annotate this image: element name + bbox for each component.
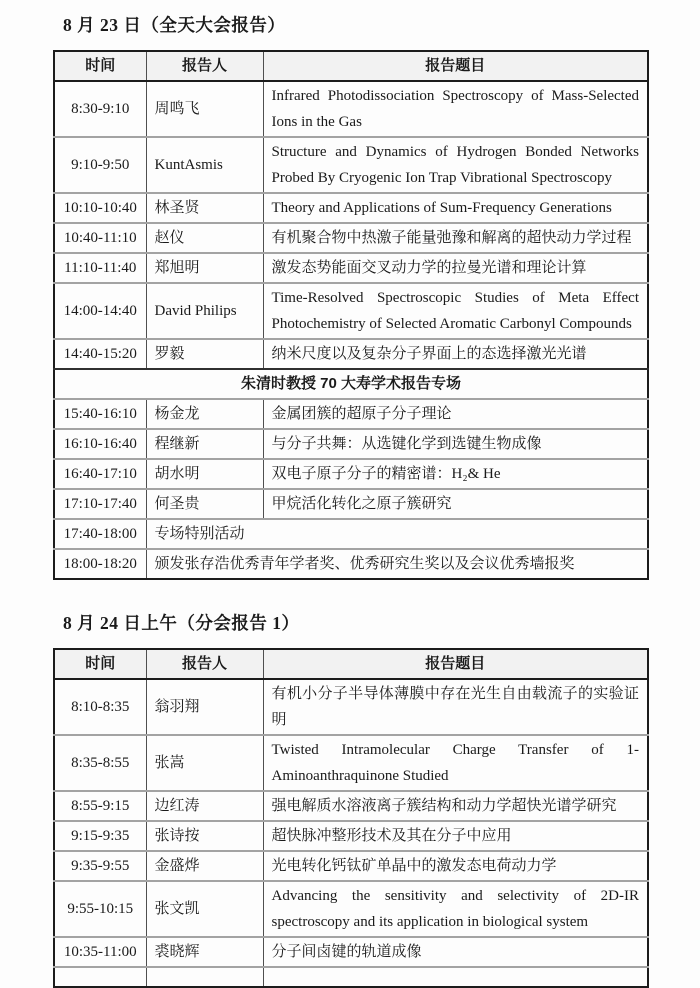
time-cell: 9:15-9:35	[54, 821, 146, 851]
topic-cell: Theory and Applications of Sum-Frequency Generations	[263, 193, 648, 223]
schedule-row	[54, 137, 648, 193]
schedule-row	[54, 193, 648, 223]
column-header-topic: 报告题目	[263, 649, 648, 679]
topic-cell: 纳米尺度以及复杂分子界面上的态选择激光光谱	[263, 339, 648, 369]
time-cell: 8:55-9:15	[54, 791, 146, 821]
speaker-cell: 翁羽翔	[146, 679, 263, 735]
schedule-row	[54, 223, 648, 253]
time-cell: 15:40-16:10	[54, 399, 146, 429]
topic-cell	[263, 967, 648, 987]
schedule-row	[54, 821, 648, 851]
column-header-time: 时间	[54, 51, 146, 81]
column-header-topic: 报告题目	[263, 51, 648, 81]
schedule-row	[54, 283, 648, 339]
time-cell: 9:55-10:15	[54, 881, 146, 937]
time-cell: 16:10-16:40	[54, 429, 146, 459]
speaker-cell: 罗毅	[146, 339, 263, 369]
topic-cell: 强电解质水溶液离子簇结构和动力学超快光谱学研究	[263, 791, 648, 821]
time-cell: 17:40-18:00	[54, 519, 146, 549]
time-cell: 8:10-8:35	[54, 679, 146, 735]
topic-cell: 专场特别活动	[146, 519, 648, 549]
schedule-row	[54, 851, 648, 881]
day2-rows	[54, 679, 648, 987]
schedule-row	[54, 881, 648, 937]
clipped-row	[54, 967, 648, 987]
speaker-cell: 金盛烨	[146, 851, 263, 881]
schedule-row	[54, 549, 648, 579]
topic-cell: Twisted Intramolecular Charge Transfer of 1-Aminoanthraquinone Studied	[263, 735, 648, 791]
topic-cell: 分子间卤键的轨道成像	[263, 937, 648, 967]
time-cell: 14:40-15:20	[54, 339, 146, 369]
speaker-cell: 程继新	[146, 429, 263, 459]
speaker-cell: 何圣贵	[146, 489, 263, 519]
column-header-speaker: 报告人	[146, 51, 263, 81]
speaker-cell	[146, 967, 263, 987]
speaker-cell: 边红涛	[146, 791, 263, 821]
time-cell: 10:35-11:00	[54, 937, 146, 967]
topic-cell: Infrared Photodissociation Spectroscopy of Mass-Selected Ions in the Gas	[263, 81, 648, 137]
schedule-row	[54, 399, 648, 429]
column-header-speaker: 报告人	[146, 649, 263, 679]
topic-cell: 光电转化钙钛矿单晶中的激发态电荷动力学	[263, 851, 648, 881]
topic-cell: Advancing the sensitivity and selectivity of 2D-IR spectroscopy and its application in biological system	[263, 881, 648, 937]
schedule-row	[54, 937, 648, 967]
time-cell: 9:10-9:50	[54, 137, 146, 193]
session-section-row	[54, 369, 648, 399]
speaker-cell: 胡水明	[146, 459, 263, 489]
topic-cell: Structure and Dynamics of Hydrogen Bonded Networks Probed By Cryogenic Ion Trap Vibrational Spectroscopy	[263, 137, 648, 193]
speaker-cell: KuntAsmis	[146, 137, 263, 193]
day1-rows	[54, 81, 648, 579]
speaker-cell: 裘晓辉	[146, 937, 263, 967]
time-cell: 14:00-14:40	[54, 283, 146, 339]
speaker-cell: 张文凯	[146, 881, 263, 937]
topic-cell: 有机小分子半导体薄膜中存在光生自由载流子的实验证明	[263, 679, 648, 735]
schedule-row	[54, 339, 648, 369]
topic-cell: Time-Resolved Spectroscopic Studies of Meta Effect Photochemistry of Selected Aromatic Carbonyl Compounds	[263, 283, 648, 339]
day1-header-row	[54, 51, 648, 81]
time-cell: 18:00-18:20	[54, 549, 146, 579]
schedule-row	[54, 81, 648, 137]
schedule-row	[54, 791, 648, 821]
column-header-time: 时间	[54, 649, 146, 679]
topic-cell: 超快脉冲整形技术及其在分子中应用	[263, 821, 648, 851]
schedule-row	[54, 253, 648, 283]
time-cell	[54, 967, 146, 987]
schedule-row	[54, 459, 648, 489]
speaker-cell: 张诗按	[146, 821, 263, 851]
session-section-title: 朱清时教授 70 大寿学术报告专场	[54, 369, 648, 399]
time-cell: 16:40-17:10	[54, 459, 146, 489]
topic-cell: 金属团簇的超原子分子理论	[263, 399, 648, 429]
time-cell: 9:35-9:55	[54, 851, 146, 881]
day2-title: 8 月 24 日上午（分会报告 1）	[63, 613, 300, 633]
day2-schedule-table	[53, 648, 649, 988]
topic-cell: 双电子原子分子的精密谱：H₂& He	[263, 459, 648, 489]
schedule-row	[54, 679, 648, 735]
speaker-cell: 周鸣飞	[146, 81, 263, 137]
topic-cell: 颁发张存浩优秀青年学者奖、优秀研究生奖以及会议优秀墙报奖	[146, 549, 648, 579]
time-cell: 17:10-17:40	[54, 489, 146, 519]
topic-cell: 与分子共舞：从选键化学到选键生物成像	[263, 429, 648, 459]
schedule-row	[54, 489, 648, 519]
speaker-cell: 张嵩	[146, 735, 263, 791]
speaker-cell: 林圣贤	[146, 193, 263, 223]
schedule-row	[54, 429, 648, 459]
speaker-cell: 赵仪	[146, 223, 263, 253]
schedule-row	[54, 519, 648, 549]
speaker-cell: 杨金龙	[146, 399, 263, 429]
topic-cell: 激发态势能面交叉动力学的拉曼光谱和理论计算	[263, 253, 648, 283]
speaker-cell: 郑旭明	[146, 253, 263, 283]
day2-header-row	[54, 649, 648, 679]
topic-cell: 有机聚合物中热激子能量弛豫和解离的超快动力学过程	[263, 223, 648, 253]
time-cell: 8:30-9:10	[54, 81, 146, 137]
topic-cell: 甲烷活化转化之原子簇研究	[263, 489, 648, 519]
time-cell: 11:10-11:40	[54, 253, 146, 283]
time-cell: 10:10-10:40	[54, 193, 146, 223]
schedule-row	[54, 735, 648, 791]
day1-title: 8 月 23 日（全天大会报告）	[63, 15, 286, 35]
day1-schedule-table	[53, 50, 649, 580]
time-cell: 10:40-11:10	[54, 223, 146, 253]
speaker-cell: David Philips	[146, 283, 263, 339]
time-cell: 8:35-8:55	[54, 735, 146, 791]
